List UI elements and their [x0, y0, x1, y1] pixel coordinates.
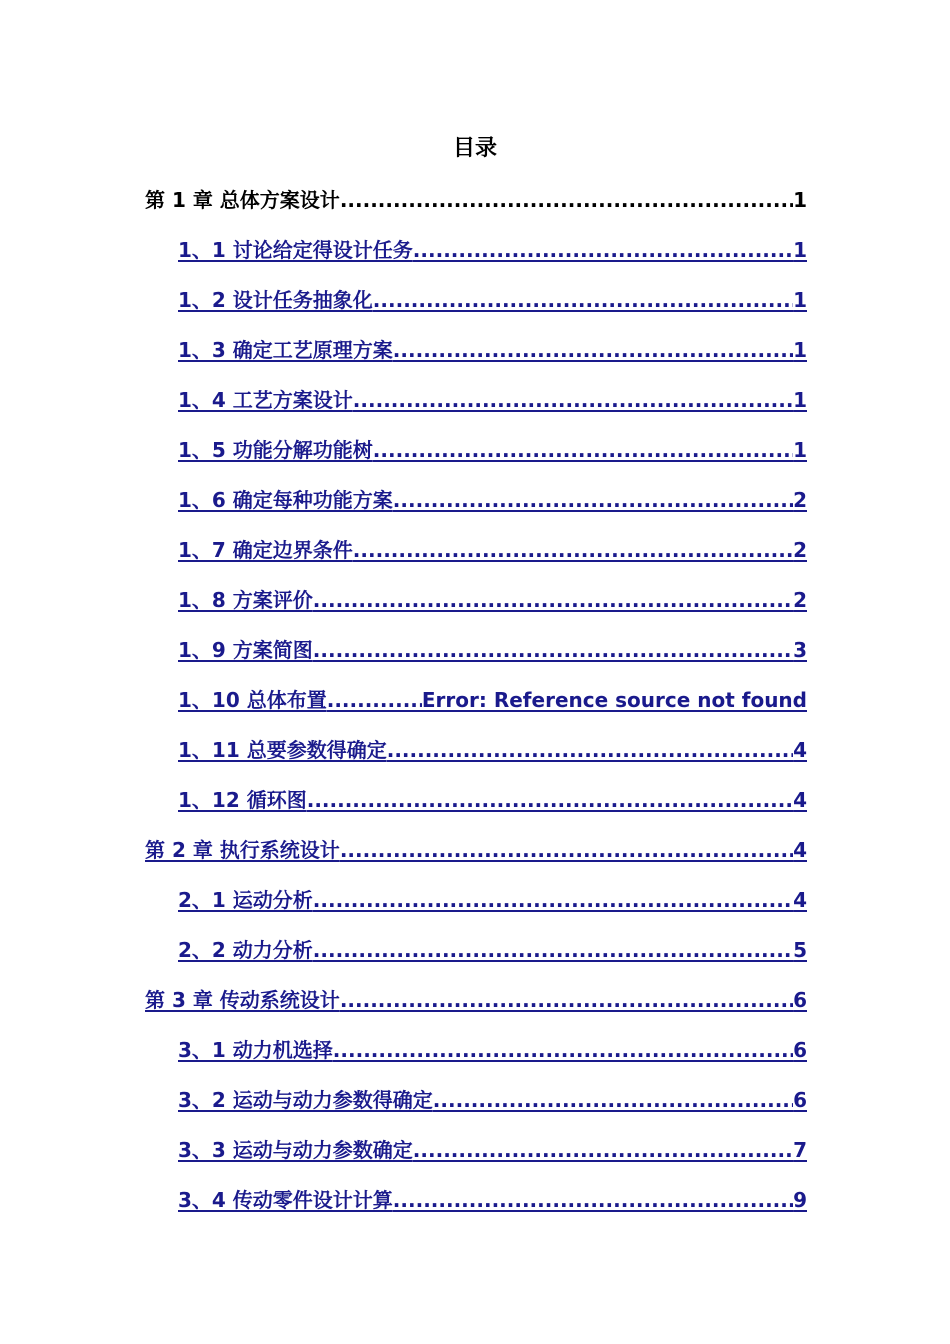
toc-entry-label: 1、7 确定边界条件	[178, 538, 353, 562]
toc-entry-label: 3、3 运动与动力参数确定	[178, 1138, 413, 1162]
toc-entry-label: 1、10 总体布置	[178, 688, 327, 712]
toc-entry-page: 1	[793, 188, 807, 212]
toc-entry-page: 3	[793, 638, 807, 662]
dot-leader	[327, 680, 422, 720]
toc-entry-label: 1、2 设计任务抽象化	[178, 288, 373, 312]
toc-entry-3-4[interactable]	[178, 1180, 807, 1220]
toc-entry-label: 1、1 讨论给定得设计任务	[178, 238, 413, 262]
toc-entry-3-3[interactable]	[178, 1130, 807, 1170]
toc-title: 目录	[452, 136, 497, 161]
dot-leader	[313, 930, 793, 970]
dot-leader	[340, 180, 793, 220]
dot-leader	[433, 1080, 793, 1120]
toc-entry-1-6[interactable]	[178, 480, 807, 520]
dot-leader	[393, 1180, 793, 1220]
dot-leader	[413, 1130, 793, 1170]
toc-entry-1-11[interactable]	[178, 730, 807, 770]
toc-entry-page: 5	[793, 938, 807, 962]
toc-entry-page-error: Error: Reference source not found	[421, 688, 807, 712]
toc-entry-2-1[interactable]	[178, 880, 807, 920]
toc-entry-label: 3、4 传动零件设计计算	[178, 1188, 393, 1212]
dot-leader	[307, 780, 793, 820]
toc-entry-page: 7	[793, 1138, 807, 1162]
toc-entry-page: 2	[793, 538, 807, 562]
toc-entry-1-12[interactable]	[178, 780, 807, 820]
toc-entry-label: 3、1 动力机选择	[178, 1038, 333, 1062]
toc-entry-page: 4	[793, 788, 807, 812]
toc-entry-page: 4	[793, 888, 807, 912]
dot-leader	[373, 430, 793, 470]
dot-leader	[313, 580, 793, 620]
dot-leader	[387, 730, 793, 770]
toc-entry-page: 6	[793, 1088, 807, 1112]
toc-entry-page: 1	[793, 238, 807, 262]
toc-entry-label: 1、6 确定每种功能方案	[178, 488, 393, 512]
toc-entry-label: 2、1 运动分析	[178, 888, 313, 912]
toc-entry-label: 1、5 功能分解功能树	[178, 438, 373, 462]
toc-entry-page: 1	[793, 338, 807, 362]
dot-leader	[413, 230, 793, 270]
toc-entry-label: 2、2 动力分析	[178, 938, 313, 962]
toc-entry-label: 1、9 方案简图	[178, 638, 313, 662]
toc-entry-page: 1	[793, 288, 807, 312]
dot-leader	[353, 380, 793, 420]
toc-entry-label: 1、3 确定工艺原理方案	[178, 338, 393, 362]
toc-entry-1-10[interactable]	[178, 680, 807, 720]
toc-entry-1-7[interactable]	[178, 530, 807, 570]
toc-entry-label: 3、2 运动与动力参数得确定	[178, 1088, 433, 1112]
toc-entry-1-3[interactable]	[178, 330, 807, 370]
toc-entry-3-2[interactable]	[178, 1080, 807, 1120]
toc-entry-chapter-3[interactable]	[145, 980, 807, 1020]
toc-entry-3-1[interactable]	[178, 1030, 807, 1070]
dot-leader	[393, 330, 793, 370]
dot-leader	[353, 530, 793, 570]
toc-entry-label: 第 2 章 执行系统设计	[145, 838, 340, 862]
toc-entry-chapter-1[interactable]	[145, 180, 807, 220]
toc-entry-page: 6	[793, 988, 807, 1012]
toc-entry-label: 1、8 方案评价	[178, 588, 313, 612]
dot-leader	[373, 280, 793, 320]
dot-leader	[340, 980, 793, 1020]
toc-entry-label: 1、4 工艺方案设计	[178, 388, 353, 412]
toc-entry-label: 第 3 章 传动系统设计	[145, 988, 340, 1012]
toc-entry-1-9[interactable]	[178, 630, 807, 670]
toc-entry-label: 第 1 章 总体方案设计	[145, 188, 340, 212]
toc-entry-label: 1、11 总要参数得确定	[178, 738, 387, 762]
toc-entry-1-8[interactable]	[178, 580, 807, 620]
toc-entry-page: 1	[793, 438, 807, 462]
toc-entry-label: 1、12 循环图	[178, 788, 307, 812]
toc-entry-2-2[interactable]	[178, 930, 807, 970]
toc-entry-1-5[interactable]	[178, 430, 807, 470]
toc-entry-page: 2	[793, 488, 807, 512]
toc-entry-page: 2	[793, 588, 807, 612]
toc-entry-1-1[interactable]	[178, 230, 807, 270]
toc-entry-page: 9	[793, 1188, 807, 1212]
toc-entry-page: 4	[793, 738, 807, 762]
dot-leader	[340, 830, 793, 870]
toc-entry-page: 6	[793, 1038, 807, 1062]
toc-entry-chapter-2[interactable]	[145, 830, 807, 870]
dot-leader	[313, 880, 793, 920]
toc-entry-1-2[interactable]	[178, 280, 807, 320]
toc-entry-1-4[interactable]	[178, 380, 807, 420]
dot-leader	[333, 1030, 793, 1070]
dot-leader	[313, 630, 793, 670]
toc-entry-page: 1	[793, 388, 807, 412]
dot-leader	[393, 480, 793, 520]
toc-entry-page: 4	[793, 838, 807, 862]
